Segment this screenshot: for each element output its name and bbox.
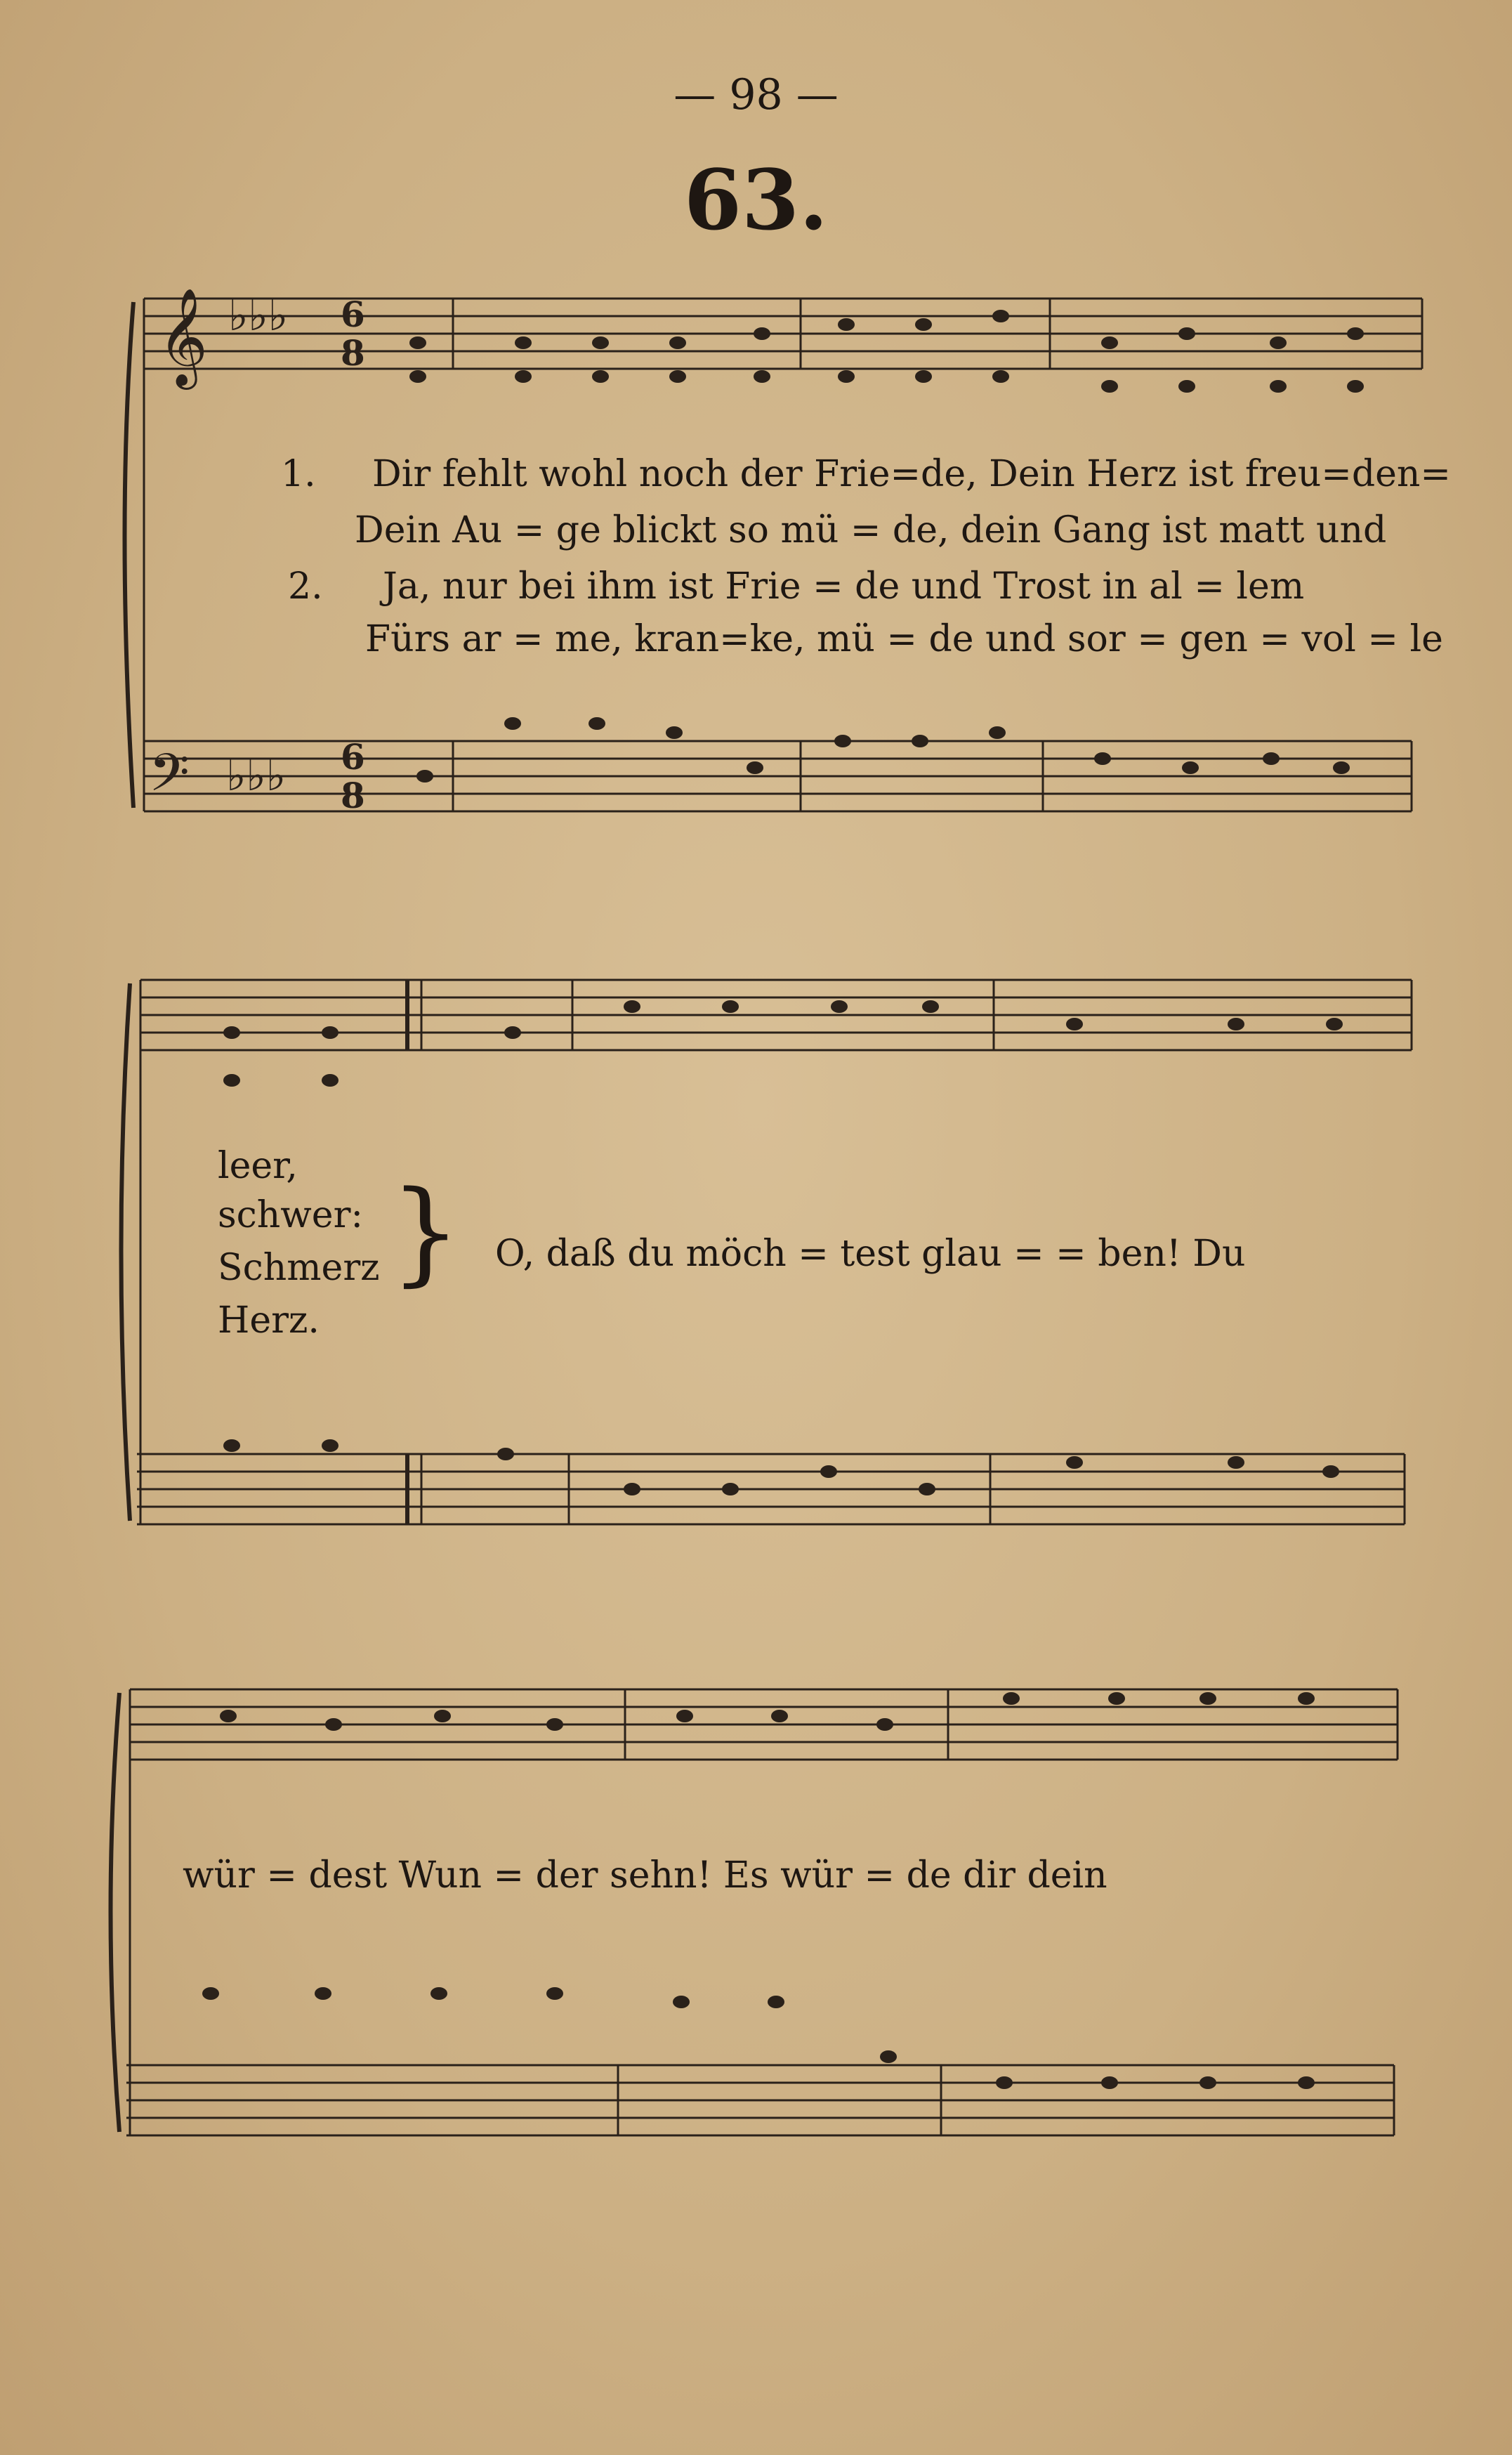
system-3-bass-staff: [126, 2065, 1394, 2135]
time-signature-top-bass: 6: [341, 736, 365, 778]
lyric-line-system-3: wür = dest Wun = der sehn! Es wür = de dir dein: [183, 1854, 1107, 1897]
ending-3: Schmerz: [218, 1247, 380, 1289]
ending-4: Herz.: [218, 1299, 320, 1342]
lyric-line-refrain: O, daß du möch = test glau = = ben! Du: [495, 1233, 1246, 1275]
key-signature-flat: ♭♭♭: [228, 292, 288, 341]
ending-2: schwer:: [218, 1194, 363, 1236]
lyric-line-4: Fürs ar = me, kran=ke, mü = de und sor = gen = vol = le: [365, 618, 1443, 660]
verse-number-1: 1.: [281, 453, 316, 495]
system-1-bass-staff: [144, 741, 1412, 811]
lyric-line-3: Ja, nur bei ihm ist Frie = de und Trost in al = lem: [383, 565, 1305, 608]
bass-clef-icon: 𝄢: [149, 742, 190, 816]
system-1-treble-staff: [144, 299, 1422, 369]
hymn-number: 63.: [683, 151, 829, 249]
lyric-line-1: Dir fehlt wohl noch der Frie=de, Dein Herz ist freu=den=: [372, 453, 1451, 495]
ending-1: leer,: [218, 1145, 298, 1187]
verse-number-2: 2.: [288, 565, 323, 608]
time-signature-bottom: 8: [341, 332, 365, 374]
system-2-treble-staff: [140, 980, 1412, 1050]
system-1-brace: [125, 302, 134, 808]
system-3-brace: [111, 1693, 120, 2132]
system-2-bass-staff: [137, 1454, 1405, 1524]
page-number: — 98 —: [673, 70, 839, 119]
time-signature-bottom-bass: 8: [341, 775, 365, 816]
time-signature-top: 6: [341, 294, 365, 335]
lyric-line-2: Dein Au = ge blickt so mü = de, dein Gang ist matt und: [355, 509, 1387, 551]
lyric-brace-icon: }: [390, 1166, 461, 1297]
key-signature-flat-bass: ♭♭♭: [226, 752, 286, 801]
treble-clef-icon: 𝄞: [158, 288, 208, 386]
system-2-brace: [121, 983, 131, 1521]
